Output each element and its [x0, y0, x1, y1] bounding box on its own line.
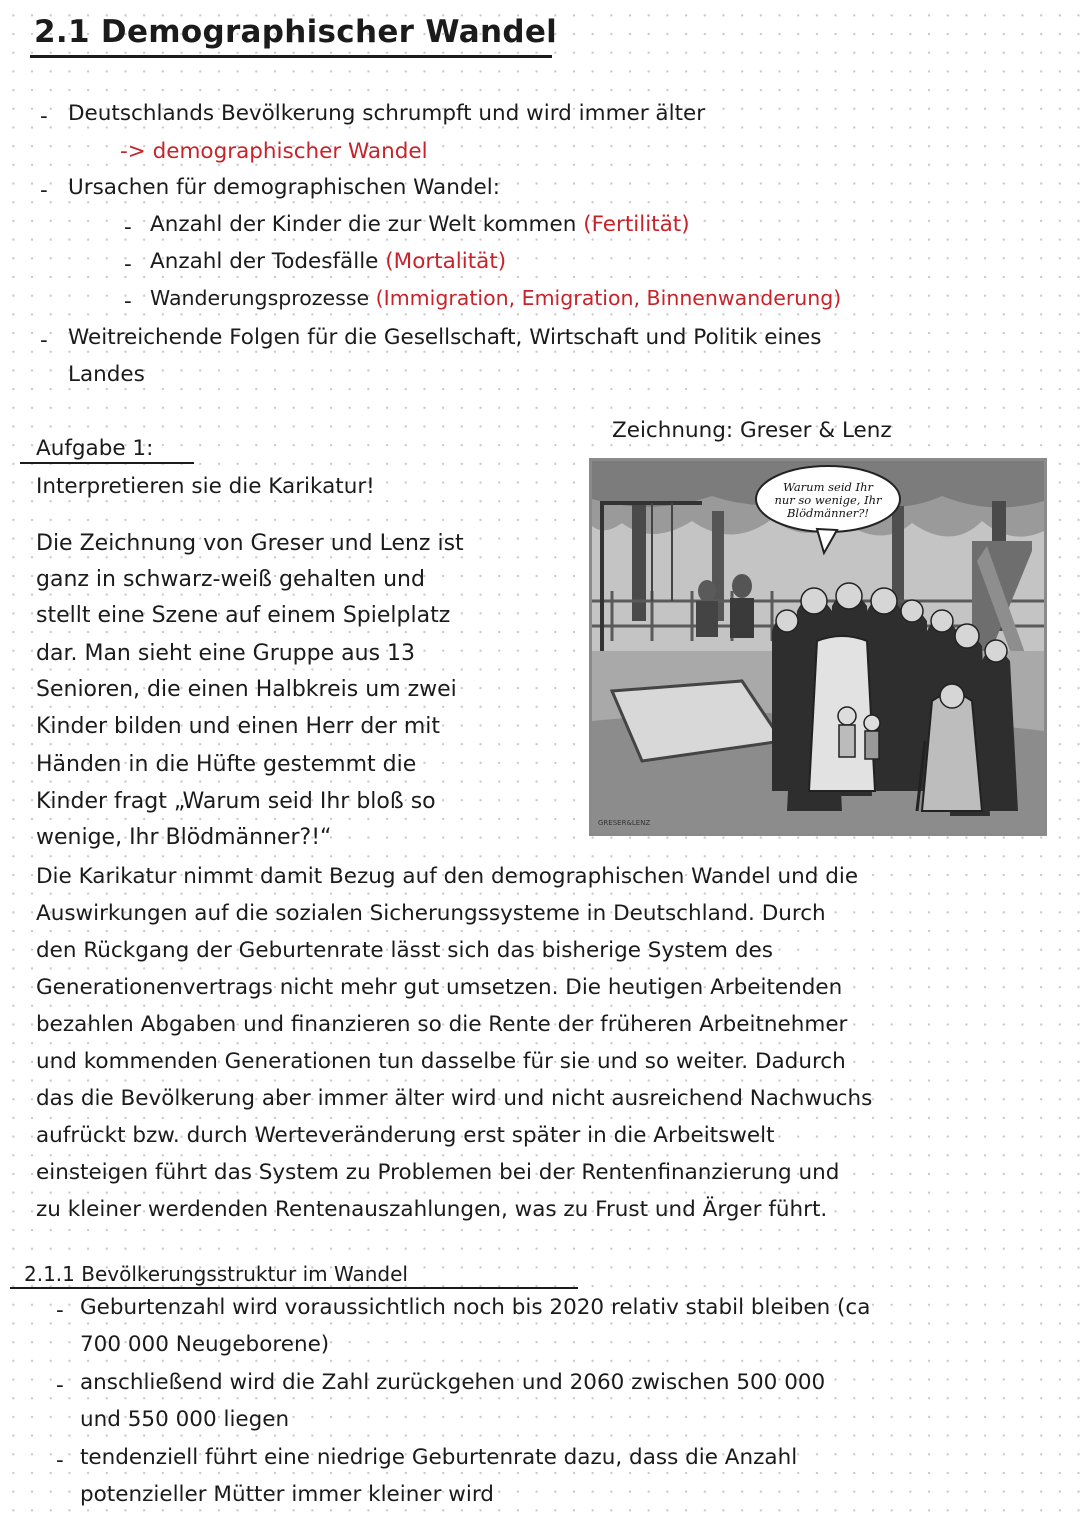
answer-line: einsteigen führt das System zu Problemen bei der Rentenfinanzierung und: [36, 1160, 840, 1185]
answer-left-line: Die Zeichnung von Greser und Lenz ist: [36, 531, 464, 556]
task-heading-underline: [20, 462, 194, 464]
answer-line: bezahlen Abgaben und finanzieren so die Rente der früheren Arbeitnehmer: [36, 1012, 848, 1037]
bullet-dash: -: [56, 1373, 64, 1398]
answer-left-line: ganz in schwarz-weiß gehalten und: [36, 567, 425, 592]
intro-arrow-line: -> demographischer Wandel: [120, 139, 428, 164]
section-line: anschließend wird die Zahl zurückgehen und 2060 zwischen 500 000: [80, 1370, 826, 1395]
task-heading: Aufgabe 1:: [36, 436, 154, 461]
cartoon-drawing: [592, 461, 1044, 833]
section-line: und 550 000 liegen: [80, 1407, 290, 1432]
answer-line: Generationenvertrags nicht mehr gut umsetzen. Die heutigen Arbeitenden: [36, 975, 843, 1000]
intro-line-1: Deutschlands Bevölkerung schrumpft und wird immer älter: [68, 101, 706, 126]
answer-left-line: stellt eine Szene auf einem Spielplatz: [36, 603, 451, 628]
bullet-dash: -: [40, 328, 48, 353]
bullet-dash: -: [40, 104, 48, 129]
answer-left-line: Händen in die Hüfte gestemmt die: [36, 752, 417, 777]
page-title: 2.1 Demographischer Wandel: [34, 14, 558, 50]
cause-migration-text: Wanderungsprozesse: [150, 286, 370, 310]
intro-line-consequences-cont: Landes: [68, 362, 145, 387]
cause-mortality-text: Anzahl der Todesfälle: [150, 249, 379, 274]
bullet-dash: -: [56, 1298, 64, 1323]
answer-line: und kommenden Generationen tun dasselbe für sie und so weiter. Dadurch: [36, 1049, 846, 1074]
answer-line: den Rückgang der Geburtenrate lässt sich das bisherige System des: [36, 938, 773, 963]
cause-mortality: [150, 249, 506, 274]
bullet-dash: -: [124, 289, 132, 314]
cause-mortality-term: (Mortalität): [385, 249, 507, 274]
answer-line: Auswirkungen auf die sozialen Sicherungssysteme in Deutschland. Durch: [36, 901, 826, 926]
cartoon-caption: Zeichnung: Greser & Lenz: [612, 418, 892, 443]
answer-line: Die Karikatur nimmt damit Bezug auf den demographischen Wandel und die: [36, 864, 859, 889]
bullet-dash: -: [124, 252, 132, 277]
answer-left-line: Kinder bilden und einen Herr der mit: [36, 714, 441, 739]
intro-line-causes: Ursachen für demographischen Wandel:: [68, 175, 500, 200]
speech-line-1: Warum seid Ihr: [783, 480, 873, 494]
speech-line-3: Blödmänner?!: [786, 506, 870, 520]
section-line: potenzieller Mütter immer kleiner wird: [80, 1482, 494, 1507]
cause-migration-term: (Immigration, Emigration, Binnenwanderung): [375, 286, 842, 310]
answer-left-line: Senioren, die einen Halbkreis um zwei: [36, 677, 457, 702]
answer-line: zu kleiner werdenden Rentenauszahlungen, was zu Frust und Ärger führt.: [36, 1197, 828, 1222]
answer-line: das die Bevölkerung aber immer älter wird und nicht ausreichend Nachwuchs: [36, 1086, 873, 1111]
section-line: tendenziell führt eine niedrige Geburtenrate dazu, dass die Anzahl: [80, 1445, 798, 1470]
cause-fertility-term: (Fertilität): [583, 212, 690, 237]
task-prompt: Interpretieren sie die Karikatur!: [36, 474, 375, 499]
cause-fertility-text: Anzahl der Kinder die zur Welt kommen: [150, 212, 577, 237]
cartoon-signature: GRESER&LENZ: [598, 819, 651, 827]
bullet-dash: -: [124, 215, 132, 240]
intro-line-consequences: Weitreichende Folgen für die Gesellschaft, Wirtschaft und Politik eines: [68, 325, 822, 350]
section-title: 2.1.1 Bevölkerungsstruktur im Wandel: [24, 1262, 408, 1286]
answer-left-line: dar. Man sieht eine Gruppe aus 13: [36, 641, 416, 666]
answer-left-line: Kinder fragt „Warum seid Ihr bloß so: [36, 789, 436, 814]
answer-left-line: wenige, Ihr Blödmänner?!“: [36, 825, 332, 850]
speech-line-2: nur so wenige, Ihr: [774, 493, 882, 507]
section-title-underline: [10, 1287, 578, 1289]
cause-migration: [150, 286, 841, 310]
bullet-dash: -: [56, 1448, 64, 1473]
cartoon-image: [589, 458, 1047, 836]
cause-fertility: [150, 212, 690, 237]
title-underline: [30, 55, 552, 58]
section-line: Geburtenzahl wird voraussichtlich noch bis 2020 relativ stabil bleiben (ca: [80, 1295, 871, 1320]
section-line: 700 000 Neugeborene): [80, 1332, 330, 1357]
bullet-dash: -: [40, 178, 48, 203]
answer-line: aufrückt bzw. durch Werteveränderung erst später in die Arbeitswelt: [36, 1123, 775, 1148]
